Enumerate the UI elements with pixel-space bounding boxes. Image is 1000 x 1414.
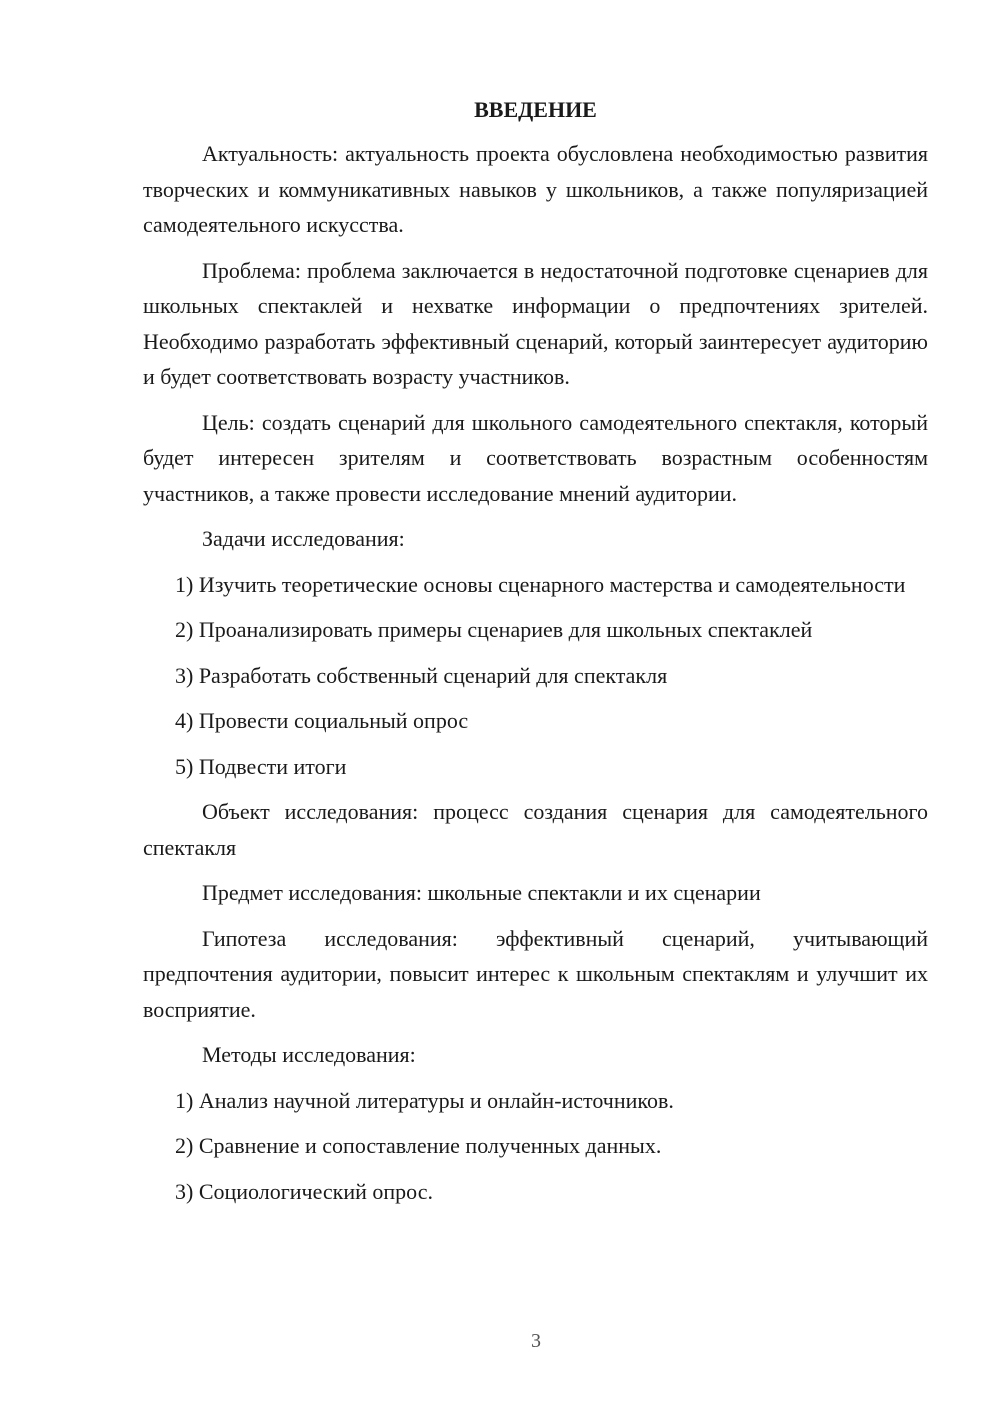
page-content — [143, 94, 928, 1219]
task-item-5: 5) Подвести итоги — [175, 753, 347, 779]
subject-paragraph: Предмет исследования: школьные спектакли и их сценарии — [202, 880, 761, 905]
goal-paragraph: Цель: создать сценарий для школьного самодеятельного спектакля, который будет интересен зрителям и соответствовать возрастным особенностям участников, а также провести исследование мнений аудитории. — [143, 409, 928, 506]
problem-paragraph: Проблема: проблема заключается в недостаточной подготовке сценариев для школьных спектаклей и нехватке информации о предпочтениях зрителей. Необходимо разработать эффективный сценарий, который заинтересует аудиторию и будет соответствовать возрасту участников. — [143, 257, 928, 389]
tasks-label: Задачи исследования: — [202, 526, 405, 551]
method-item-1: 1) Анализ научной литературы и онлайн-источников. — [175, 1087, 674, 1113]
task-item-3: 3) Разработать собственный сценарий для спектакля — [175, 662, 668, 688]
object-paragraph: Объект исследования: процесс создания сценария для самодеятельного спектакля — [143, 799, 928, 860]
method-item-3: 3) Социологический опрос. — [175, 1178, 433, 1204]
page-number: 3 — [531, 1330, 541, 1352]
task-item-1: 1) Изучить теоретические основы сценарного мастерства и самодеятельности — [175, 571, 906, 597]
hypothesis-paragraph: Гипотеза исследования: эффективный сценарий, учитывающий предпочтения аудитории, повысит интерес к школьным спектаклям и улучшит их восприятие. — [143, 925, 928, 1022]
section-heading: ВВЕДЕНИЕ — [474, 97, 597, 122]
methods-label: Методы исследования: — [202, 1042, 416, 1067]
relevance-paragraph: Актуальность: актуальность проекта обусловлена необходимостью развития творческих и коммуникативных навыков у школьников, а также популяризацией самодеятельного искусства. — [143, 141, 928, 237]
method-item-2: 2) Сравнение и сопоставление полученных данных. — [175, 1133, 662, 1158]
task-item-2: 2) Проанализировать примеры сценариев для школьных спектаклей — [175, 617, 813, 642]
task-item-4: 4) Провести социальный опрос — [175, 708, 469, 733]
